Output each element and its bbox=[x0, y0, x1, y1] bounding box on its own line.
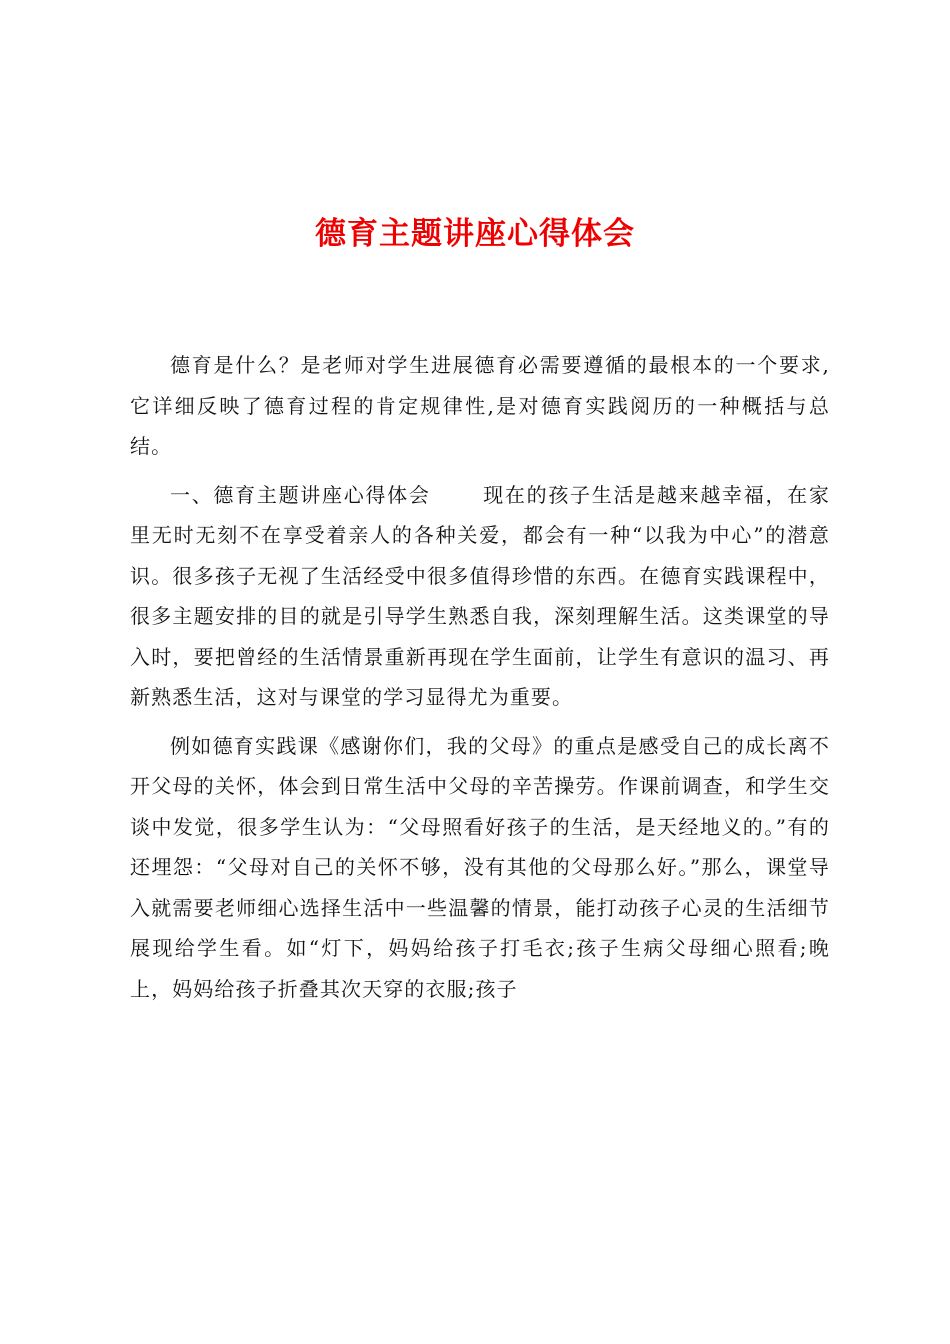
paragraph-intro bbox=[130, 345, 830, 467]
document-body bbox=[130, 345, 830, 1017]
section-heading: 一、德育主题讲座心得体会 bbox=[170, 482, 431, 507]
paragraph-example bbox=[130, 726, 830, 1010]
paragraph-section-one bbox=[130, 475, 830, 718]
document-title: 德育主题讲座心得体会 bbox=[315, 216, 635, 252]
paragraph-intro-text: 德育是什么？是老师对学生进展德育必需要遵循的最根本的一个要求,它详细反映了德育过程的肯定规律性,是对德育实践阅历的一种概括与总结。 bbox=[130, 353, 830, 458]
paragraph-example-text: 例如德育实践课《感谢你们，我的父母》的重点是感受自己的成长离不开父母的关怀，体会到日常生活中父母的辛苦操劳。作课前调查，和学生交谈中发觉，很多学生认为：“父母照看好孩子的生活，是天经地义的。”有的还埋怨：“父母对自己的关怀不够，没有其他的父母那么好。”那么，课堂导入就需要老师细心选择生活中一些温馨的情景，能打动孩子心灵的生活细节展现给学生看。如“灯下，妈妈给孩子打毛衣;孩子生病父母细心照看;晚上，妈妈给孩子折叠其次天穿的衣服;孩子 bbox=[130, 733, 830, 1001]
paragraph-section-one-text: 现在的孩子生活是越来越幸福，在家里无时无刻不在享受着亲人的各种关爱，都会有一种“以我为中心”的潜意识。很多孩子无视了生活经受中很多值得珍惜的东西。在德育实践课程中，很多主题安排的目的就是引导学生熟悉自我，深刻理解生活。这类课堂的导入时，要把曾经的生活情景重新再现在学生面前，让学生有意识的温习、再新熟悉生活，这对与课堂的学习显得尤为重要。 bbox=[130, 482, 830, 709]
